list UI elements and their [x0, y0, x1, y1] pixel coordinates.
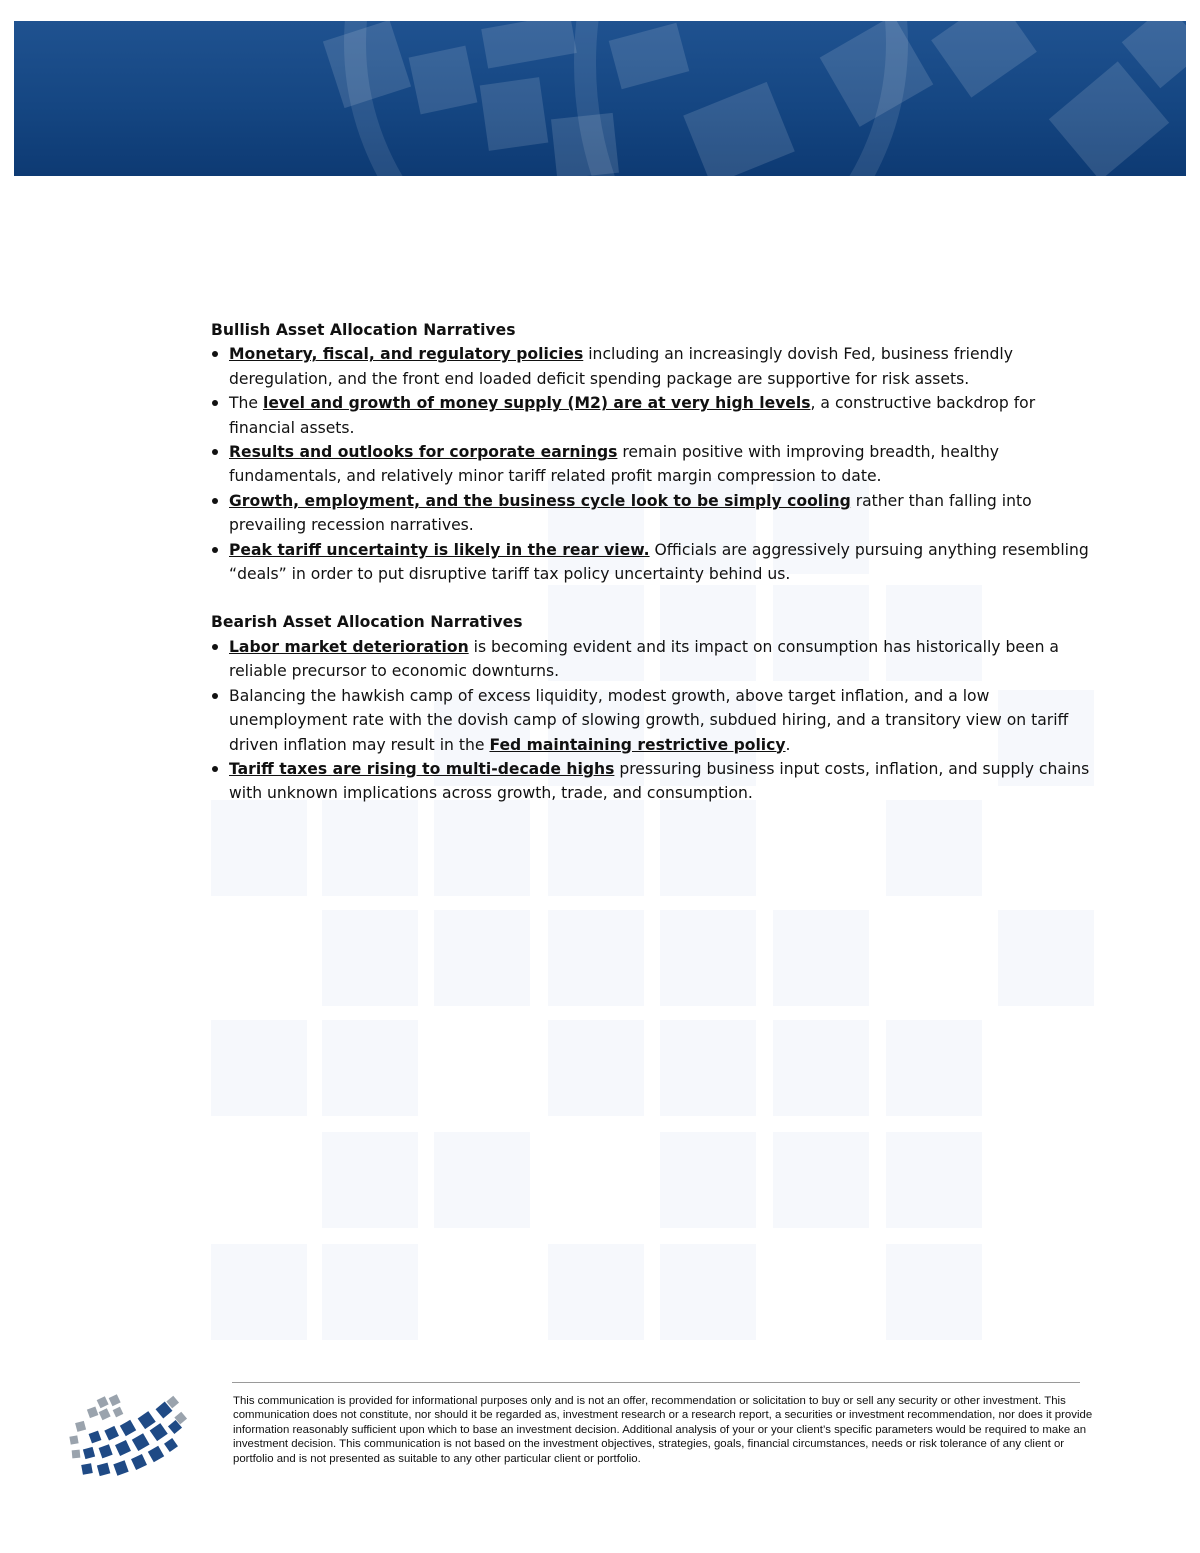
watermark-tile — [211, 1244, 307, 1340]
watermark-tile — [998, 910, 1094, 1006]
watermark-tile — [660, 1244, 756, 1340]
watermark-tile — [211, 1020, 307, 1116]
watermark-tile — [548, 910, 644, 1006]
watermark-tile — [886, 1132, 982, 1228]
item-text: Balancing the hawkish camp of excess liquidity, modest growth, above target inflation, and a low unemployment rate with the dovish camp of slowing growth, subdued hiring, and a transitory view on tariff driven inflation may result in the — [229, 686, 1069, 754]
bullish-item — [211, 538, 1091, 587]
watermark-tile — [548, 800, 644, 896]
bullish-item — [211, 342, 1091, 391]
watermark-tile — [660, 910, 756, 1006]
watermark-tile — [886, 1244, 982, 1340]
bearish-item — [211, 684, 1091, 757]
item-text: . — [785, 735, 791, 754]
watermark-tile — [322, 910, 418, 1006]
item-highlight: Monetary, fiscal, and regulatory policies — [229, 345, 584, 364]
item-text: remain positive with improving breadth, healthy fundamentals, and relatively minor tariff related profit margin compression to date. — [229, 443, 999, 486]
disclaimer-text: This communication is provided for informational purposes only and is not an offer, recommendation or solicitation to buy or sell any security or other investment. This communication does not constitute, nor should it be regarded as, investment research or a research report, a securities or investment recommendation, nor does it provide information reasonably sufficient upon which to base an investment decision. Additional analysis of your or your client’s specific parameters would be required to make an investment decision. This communication is not based on the investment objectives, strategies, goals, financial circumstances, needs or risk tolerance of any client or portfolio and is not presented as suitable to any other particular client or portfolio. — [233, 1395, 1093, 1465]
watermark-tile — [773, 1132, 869, 1228]
item-highlight: Growth, employment, and the business cycle look to be simply cooling — [229, 491, 851, 510]
item-highlight: Fed maintaining restrictive policy — [489, 735, 786, 754]
bearish-item — [211, 635, 1091, 684]
watermark-tile — [434, 1132, 530, 1228]
banner-tile-decoration — [480, 77, 549, 151]
bearish-section-title: Bearish Asset Allocation Narratives — [211, 613, 523, 632]
watermark-tile — [322, 1244, 418, 1340]
bearish-list — [211, 635, 1091, 806]
banner-tile-decoration — [551, 113, 619, 176]
watermark-tile — [660, 1132, 756, 1228]
item-text: , a constructive backdrop for financial assets. — [229, 394, 1036, 437]
bearish-item — [211, 757, 1091, 806]
narratives-content — [211, 318, 1091, 806]
watermark-tile — [886, 1020, 982, 1116]
watermark-tile — [548, 1020, 644, 1116]
watermark-tile — [322, 800, 418, 896]
watermark-tile — [322, 1132, 418, 1228]
item-highlight: Tariff taxes are rising to multi-decade highs — [229, 759, 615, 778]
footer-divider — [232, 1382, 1080, 1383]
bullish-item — [211, 489, 1091, 538]
watermark-tile — [660, 1020, 756, 1116]
item-text: is becoming evident and its impact on consumption has historically been a reliable precursor to economic downturns. — [229, 637, 1059, 681]
item-highlight: Results and outlooks for corporate earnings — [229, 443, 618, 462]
watermark-tile — [434, 800, 530, 896]
bullish-item — [211, 440, 1091, 489]
item-text: Officials are aggressively pursuing anything resembling “deals” in order to put disruptive tariff tax policy uncertainty behind us. — [229, 540, 1089, 584]
item-highlight: Labor market deterioration — [229, 637, 469, 656]
watermark-tile — [773, 1020, 869, 1116]
watermark-tile — [211, 800, 307, 896]
watermark-tile — [660, 800, 756, 896]
bullish-item — [211, 391, 1091, 440]
globe-logo-icon — [62, 1392, 192, 1487]
banner-tile-decoration — [409, 46, 478, 115]
item-highlight: Peak tariff uncertainty is likely in the rear view. — [229, 540, 650, 559]
item-text: rather than falling into prevailing recession narratives. — [229, 491, 1032, 535]
item-text: The — [229, 394, 263, 413]
watermark-tile — [434, 910, 530, 1006]
item-text: including an increasingly dovish Fed, business friendly deregulation, and the front end loaded deficit spending package are supportive for risk assets. — [229, 345, 1013, 388]
watermark-tile — [548, 1244, 644, 1340]
watermark-tile — [886, 800, 982, 896]
bullish-section-title: Bullish Asset Allocation Narratives — [211, 321, 516, 339]
item-highlight: level and growth of money supply (M2) are at very high levels — [262, 394, 811, 413]
watermark-tile — [773, 910, 869, 1006]
watermark-tile — [322, 1020, 418, 1116]
header-banner — [14, 21, 1186, 176]
item-text: pressuring business input costs, inflation, and supply chains with unknown implications across growth, trade, and consumption. — [229, 759, 1090, 803]
bullish-list — [211, 342, 1091, 586]
